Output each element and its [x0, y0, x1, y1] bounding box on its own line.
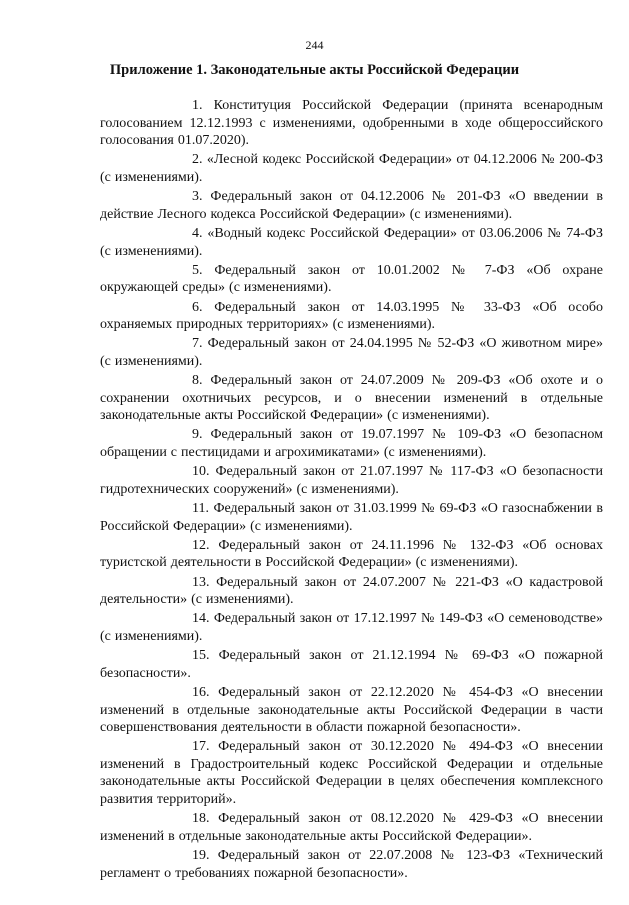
- law-list-item: [100, 151, 603, 186]
- law-item-text: Федеральный закон от 19.07.1997 № 109-ФЗ «О безопасном обращении с пестицидами и агрохимикатами» (с изменениями).: [100, 427, 603, 461]
- law-item-number: 9.: [192, 427, 203, 443]
- law-item-text: «Лесной кодекс Российской Федерации» от 04.12.2006 № 200-ФЗ (с изменениями).: [100, 152, 603, 185]
- law-item-number: 13.: [192, 574, 210, 590]
- law-item-text: Федеральный закон от 24.07.2007 № 221-ФЗ «О кадастровой деятельности» (с изменениями).: [100, 574, 604, 608]
- law-list-item: [100, 97, 603, 150]
- law-item-number: 11.: [192, 501, 209, 516]
- law-item-text: Федеральный закон от 24.04.1995 № 52-ФЗ «О животном мире» (с изменениями).: [100, 336, 603, 369]
- law-item-text: Федеральный закон от 21.12.1994 № 69-ФЗ «О пожарной безопасности».: [100, 648, 603, 681]
- law-item-text: Федеральный закон от 30.12.2020 № 494-ФЗ «О внесении изменений в Градостроительный кодекс Российской Федерации и отдельные законодательные акты Российской Федерации в целях обеспечения комплексного развития территорий».: [100, 739, 603, 808]
- law-item-number: 14.: [192, 611, 210, 627]
- law-item-number: 17.: [192, 739, 210, 755]
- page-number: 244: [305, 38, 324, 52]
- law-list-item: [100, 262, 603, 297]
- law-item-number: 5.: [192, 262, 203, 278]
- law-list-item: [100, 738, 603, 808]
- law-list-item: [100, 426, 603, 461]
- law-list-item: [100, 463, 603, 498]
- law-list: [100, 97, 603, 884]
- law-item-number: 6.: [192, 299, 203, 315]
- law-item-number: 19.: [192, 848, 210, 864]
- law-item-number: 8.: [192, 373, 203, 389]
- law-list-item: [100, 335, 603, 370]
- law-item-text: Федеральный закон от 17.12.1997 № 149-ФЗ «О семеноводстве» (с изменениями).: [100, 611, 604, 644]
- law-item-number: 7.: [192, 336, 203, 352]
- appendix-title: Приложение 1. Законодательные акты Российской Федерации: [109, 62, 520, 78]
- law-item-text: Федеральный закон от 21.07.1997 № 117-ФЗ «О безопасности гидротехнических сооружений» (с изменениями).: [100, 464, 604, 497]
- law-list-item: [100, 647, 603, 682]
- law-list-item: [100, 684, 603, 737]
- law-item-text: Федеральный закон от 24.11.1996 № 132-ФЗ «Об основах туристской деятельности в Российской Федерации» (с изменениями).: [100, 537, 604, 571]
- law-item-number: 18.: [192, 811, 210, 827]
- law-item-number: 4.: [192, 225, 203, 241]
- law-list-item: [100, 225, 603, 260]
- law-item-text: «Водный кодекс Российской Федерации» от 03.06.2006 № 74-ФЗ (с изменениями).: [100, 225, 604, 259]
- law-list-item: [100, 610, 603, 645]
- law-item-text: Федеральный закон от 24.07.2009 № 209-ФЗ «Об охоте и о сохранении охотничьих ресурсов, и о внесении изменений в отдельные законодательные акты Российской Федерации» (с изменениями).: [100, 373, 603, 424]
- law-item-number: 10.: [192, 464, 210, 480]
- law-item-number: 2.: [192, 152, 203, 168]
- law-list-item: [100, 810, 603, 845]
- law-item-number: 3.: [192, 189, 203, 205]
- law-item-text: Федеральный закон от 22.12.2020 № 454-ФЗ «О внесении изменений в отдельные законодательные акты Российской Федерации в части совершенствования деятельности в области пожарной безопасности».: [100, 684, 603, 736]
- law-item-number: 16.: [192, 684, 210, 700]
- law-item-text: Федеральный закон от 22.07.2008 № 123-ФЗ «Технический регламент о требованиях пожарной безопасности».: [100, 848, 604, 881]
- law-list-item: [100, 847, 603, 882]
- law-list-item: [100, 299, 603, 334]
- law-item-text: Федеральный закон от 04.12.2006 № 201-ФЗ «О введении в действие Лесного кодекса Российской Федерации» (с изменениями).: [100, 189, 603, 222]
- law-list-item: [100, 500, 603, 535]
- law-item-text: Федеральный закон от 14.03.1995 № 33-ФЗ «Об особо охраняемых природных территориях» (с изменениями).: [100, 299, 603, 333]
- law-item-text: Федеральный закон от 08.12.2020 № 429-ФЗ «О внесении изменений в отдельные законодательные акты Российской Федерации».: [100, 811, 603, 844]
- law-item-number: 1.: [192, 98, 203, 113]
- law-item-number: 15.: [192, 648, 210, 664]
- law-list-item: [100, 372, 603, 425]
- law-list-item: [100, 537, 603, 572]
- law-item-text: Конституция Российской Федерации (принята всенародным голосованием 12.12.1993 с изменениями, одобренными в ходе общероссийского голосования 01.07.2020).: [100, 98, 603, 149]
- law-item-text: Федеральный закон от 10.01.2002 № 7-ФЗ «Об охране окружающей среды» (с изменениями).: [100, 262, 604, 296]
- law-list-item: [100, 188, 603, 223]
- law-item-text: Федеральный закон от 31.03.1999 № 69-ФЗ «О газоснабжении в Российской Федерации» (с изменениями).: [100, 501, 603, 534]
- law-list-item: [100, 574, 603, 609]
- law-item-number: 12.: [192, 537, 210, 553]
